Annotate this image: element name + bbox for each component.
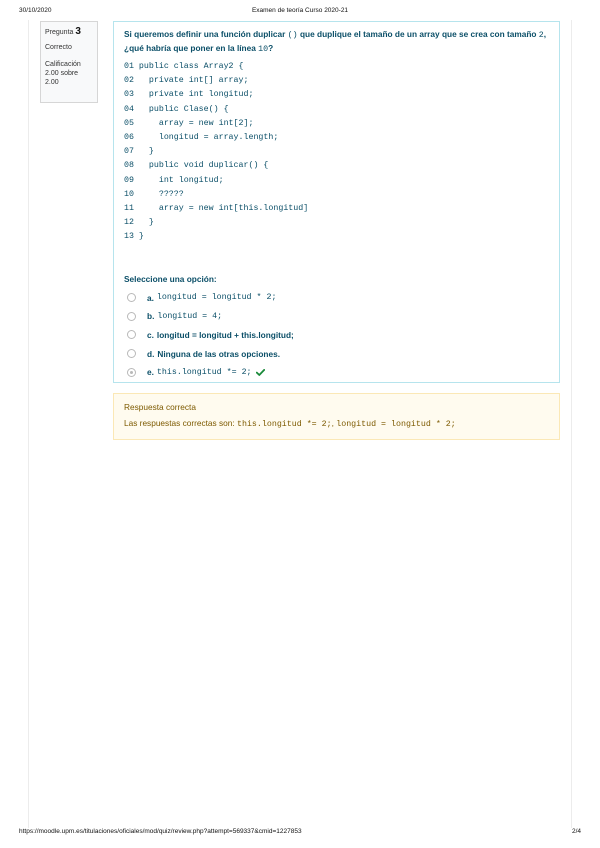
question-text-part3: , ¿qué habría que poner en la línea bbox=[124, 29, 547, 53]
page-border-left bbox=[28, 20, 29, 828]
option-text: longitud = longitud * 2; bbox=[156, 293, 277, 303]
print-date: 30/10/2020 bbox=[19, 7, 52, 14]
radio-button-b[interactable] bbox=[127, 312, 136, 321]
code-line: 11 array = new int[this.longitud] bbox=[124, 203, 309, 213]
correct-answers bbox=[124, 418, 549, 429]
option-letter: d. bbox=[147, 348, 155, 359]
code-line: 09 int longitud; bbox=[124, 175, 224, 185]
select-option-prompt: Seleccione una opción: bbox=[124, 274, 217, 285]
question-number: 3 bbox=[75, 26, 81, 37]
question-text-part1: Si queremos definir una función duplicar bbox=[124, 29, 286, 39]
question-number-row bbox=[45, 26, 93, 37]
correct-answer-1: this.longitud *= 2; bbox=[237, 420, 332, 429]
grade-value: 2.00 sobre 2.00 bbox=[45, 70, 79, 86]
option-text: Ninguna de las otras opciones. bbox=[157, 348, 281, 359]
page-border-right bbox=[571, 20, 572, 828]
code-line: 06 longitud = array.length; bbox=[124, 132, 279, 142]
question-text-part2: que duplique el tamaño de un array que se crea con tamaño bbox=[299, 29, 537, 39]
code-line: 03 private int longitud; bbox=[124, 90, 254, 100]
radio-button-c[interactable] bbox=[127, 330, 136, 339]
code-block bbox=[124, 60, 549, 244]
grade-label: Calificación bbox=[45, 61, 81, 68]
feedback-panel bbox=[113, 393, 560, 440]
question-text-mono3: 10 bbox=[258, 45, 269, 54]
option-text: this.longitud *= 2; bbox=[156, 367, 252, 377]
check-icon bbox=[256, 369, 265, 376]
code-line: 08 public void duplicar() { bbox=[124, 161, 269, 171]
feedback-title: Respuesta correcta bbox=[124, 402, 196, 412]
answer-option-d[interactable] bbox=[124, 344, 549, 363]
code-line: 02 private int[] array; bbox=[124, 76, 249, 86]
code-line: 07 } bbox=[124, 147, 154, 157]
code-line: 13 } bbox=[124, 232, 144, 242]
code-line: 05 array = new int[2]; bbox=[124, 118, 254, 128]
page-number: 2/4 bbox=[571, 828, 581, 835]
answer-option-c[interactable] bbox=[124, 326, 549, 345]
print-header bbox=[0, 7, 600, 19]
question-formulation bbox=[113, 21, 560, 383]
correct-answers-label: Las respuestas correctas son: bbox=[124, 418, 235, 428]
answer-option-a[interactable] bbox=[124, 288, 549, 307]
radio-button-d[interactable] bbox=[127, 349, 136, 358]
print-footer bbox=[0, 828, 600, 840]
question-text-mono1: () bbox=[287, 31, 298, 40]
question-info-panel bbox=[40, 21, 98, 103]
radio-button-e[interactable] bbox=[127, 368, 136, 377]
question-text-mono2: 2 bbox=[538, 31, 544, 40]
option-text: longitud = 4; bbox=[157, 311, 223, 321]
option-letter: b. bbox=[147, 311, 155, 322]
radio-button-a[interactable] bbox=[127, 293, 136, 302]
answer-option-e[interactable] bbox=[124, 363, 549, 382]
option-letter: a. bbox=[147, 292, 154, 303]
correct-answer-2: longitud = longitud * 2; bbox=[336, 420, 456, 429]
answer-options bbox=[124, 288, 549, 381]
print-title: Examen de teoría Curso 2020-21 bbox=[251, 7, 349, 14]
question-text-part4: ? bbox=[268, 43, 274, 53]
option-text: longitud = longitud + this.longitud; bbox=[156, 329, 294, 340]
question-state: Correcto bbox=[45, 44, 72, 51]
print-url: https://moodle.upm.es/titulaciones/oficiales/mod/quiz/review.php?attempt=569337&cmid=1227853 bbox=[19, 828, 302, 835]
code-line: 04 public Clase() { bbox=[124, 104, 229, 114]
question-text bbox=[124, 28, 549, 56]
option-letter: c. bbox=[147, 329, 154, 340]
question-label: Pregunta bbox=[45, 29, 74, 36]
answer-option-b[interactable] bbox=[124, 307, 549, 326]
code-line: 12 } bbox=[124, 218, 154, 228]
code-line: 10 ????? bbox=[124, 189, 184, 199]
option-letter: e. bbox=[147, 367, 154, 378]
code-line: 01 public class Array2 { bbox=[124, 62, 244, 71]
question-grade bbox=[45, 60, 93, 87]
answer-separator: , bbox=[331, 418, 334, 428]
